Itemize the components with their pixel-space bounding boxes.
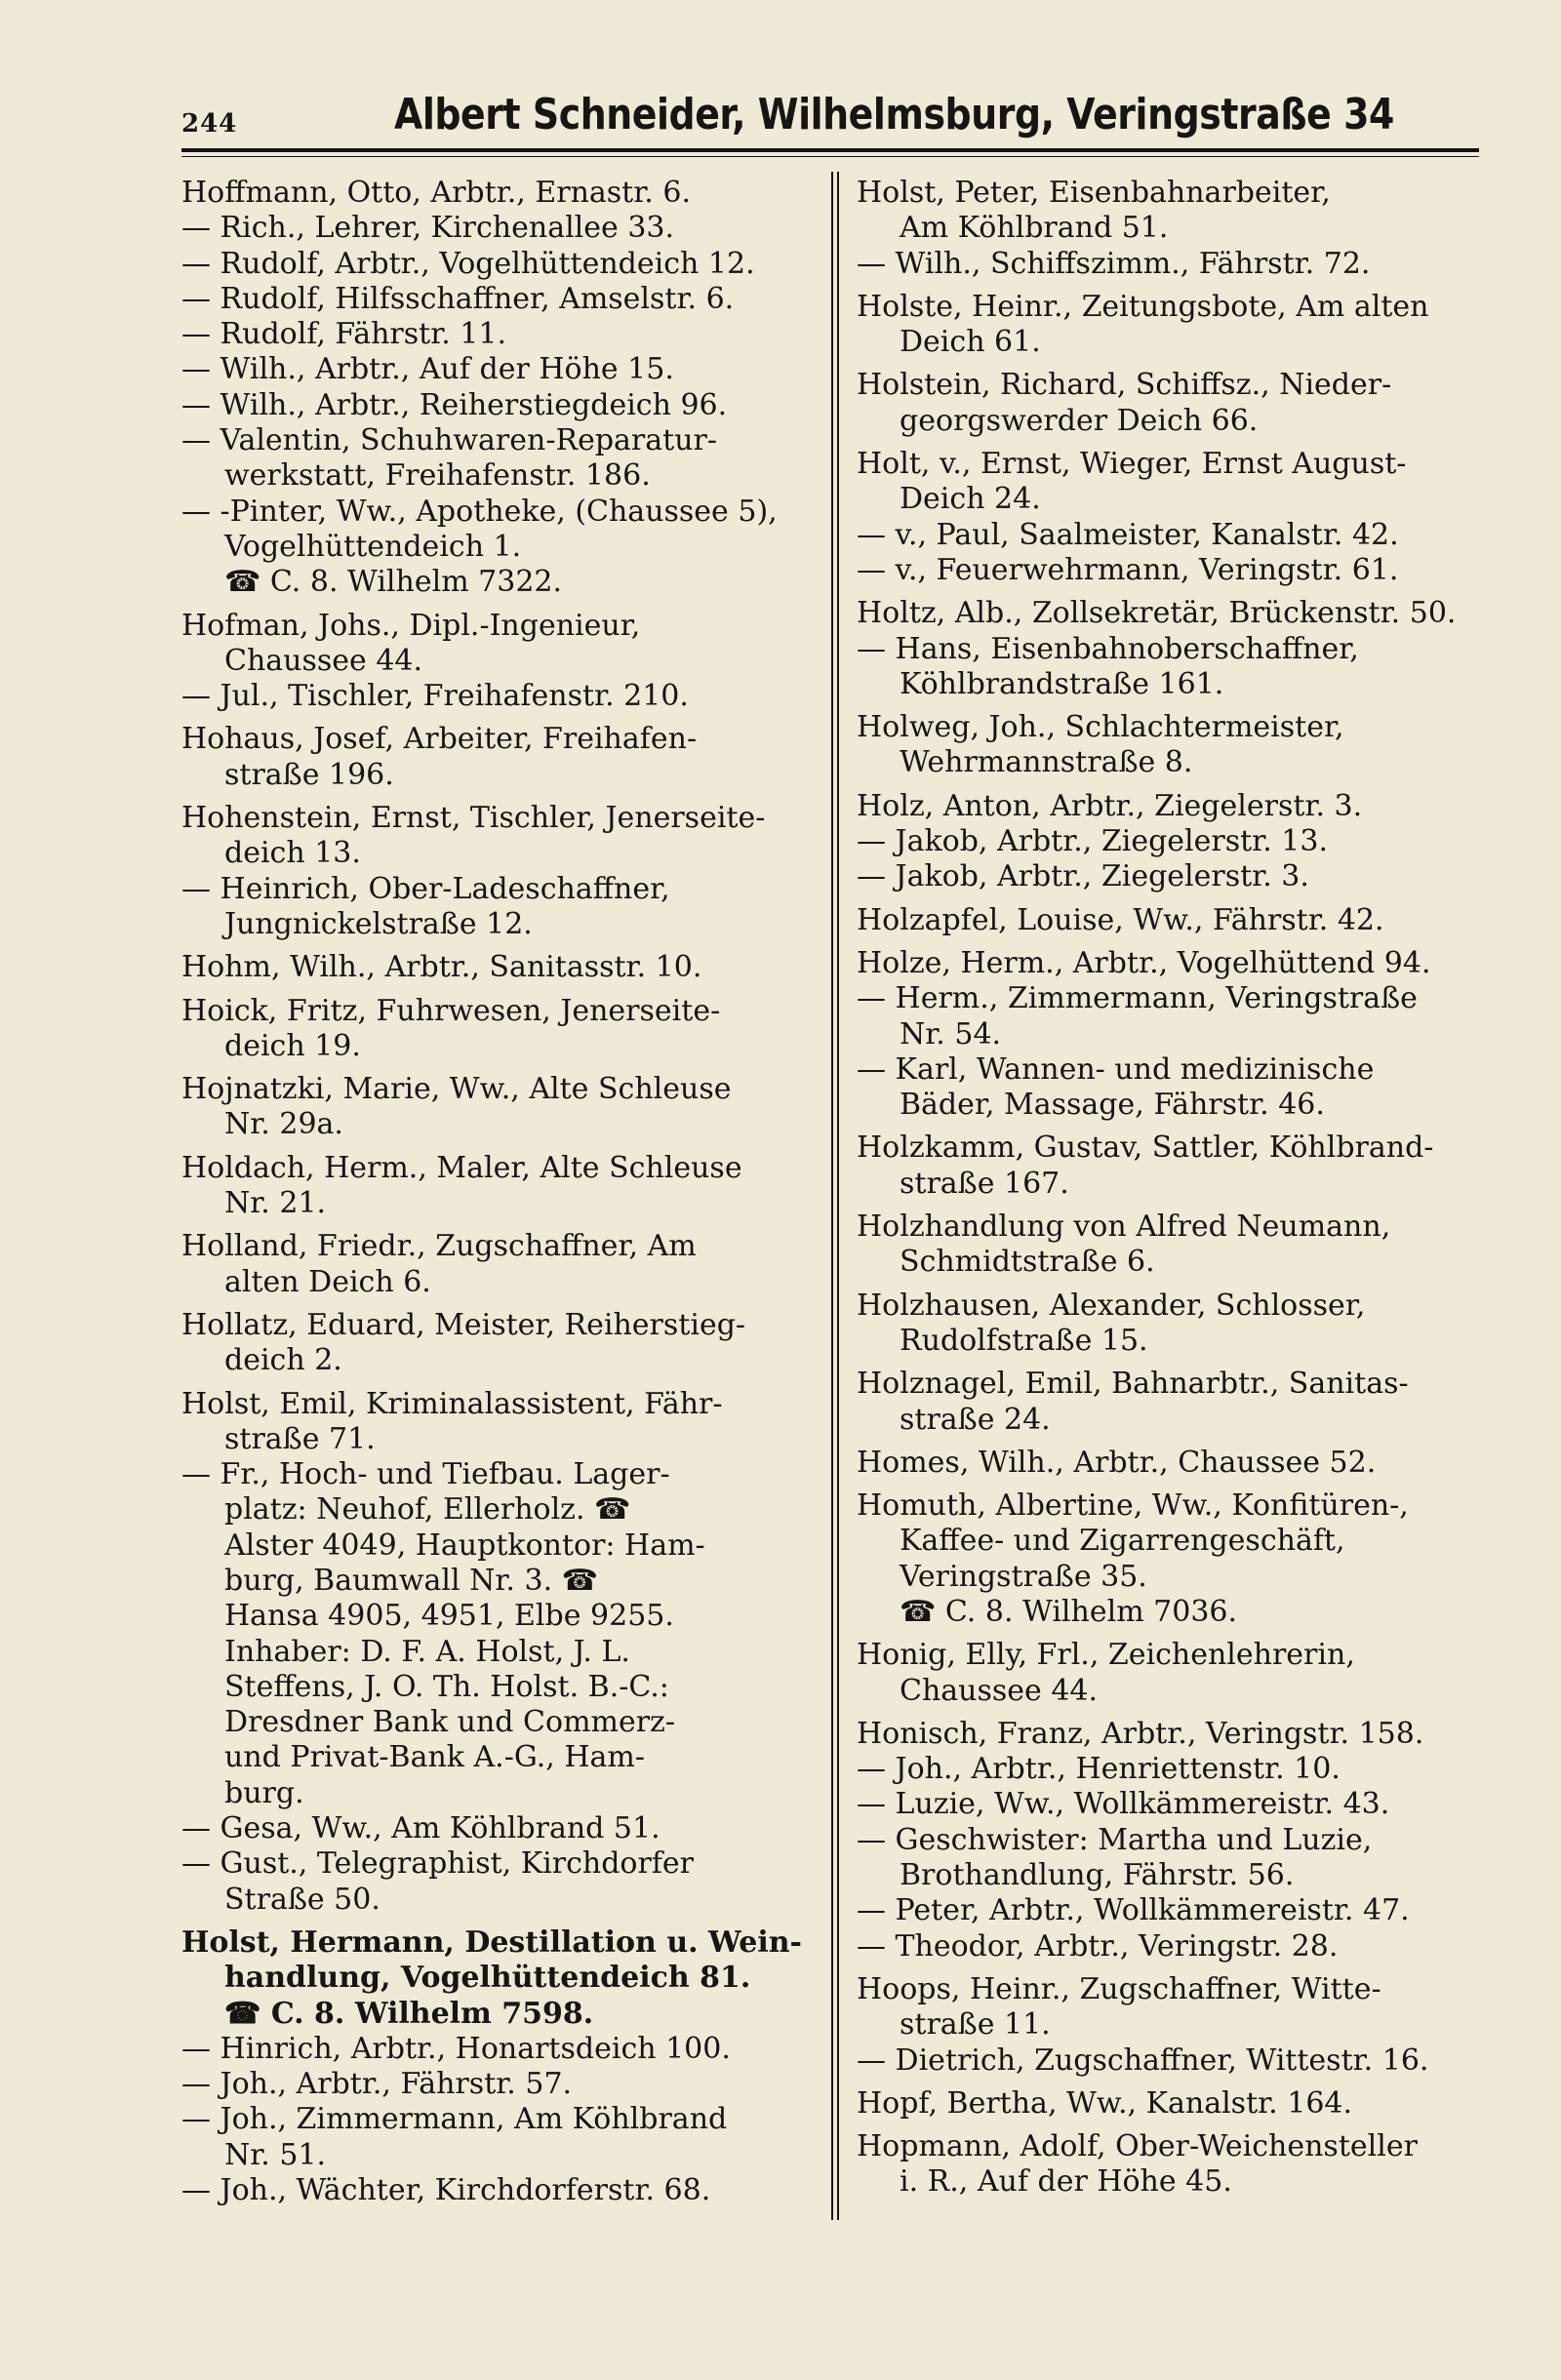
directory-entry: Holst, Hermann, Destillation u. Wein- handlung, Vogelhüttendeich 81. ☎ C. 8. Wilhelm 7598.: [181, 1924, 803, 2031]
directory-entry: — Rudolf, Fährstr. 11.: [181, 317, 507, 352]
right-column: [857, 176, 1495, 2201]
directory-entry: Holweg, Joh., Schlachtermeister, Wehrmannstraße 8.: [857, 710, 1344, 780]
directory-entry: Holzkamm, Gustav, Sattler, Köhlbrand- straße 167.: [857, 1130, 1434, 1201]
directory-entry: Holland, Friedr., Zugschaffner, Am alten Deich 6.: [181, 1229, 697, 1299]
directory-entry: Holzhandlung von Alfred Neumann, Schmidtstraße 6.: [857, 1210, 1391, 1280]
directory-entry: — Fr., Hoch- und Tiefbau. Lager- platz: Neuhof, Ellerholz. ☎ Alster 4049, Hauptkontor: Ham- burg, Baumwall Nr. 3. ☎ Hansa 4905, 4951, Elbe 9255. Inhaber: D. F. A. Holst, J. L. Steffens, J. O. Th. Holst. B.-C.: Dresdner Bank und Commerz- und Privat-Bank A.-G., Ham- burg.: [181, 1457, 705, 1810]
directory-entry: — Jul., Tischler, Freihafenstr. 210.: [181, 679, 689, 714]
directory-entry: Hohaus, Josef, Arbeiter, Freihafen- straße 196.: [181, 722, 698, 792]
directory-entry: — Joh., Arbtr., Fährstr. 57.: [181, 2067, 573, 2102]
directory-entry: Holz, Anton, Arbtr., Ziegelerstr. 3.: [857, 788, 1363, 823]
directory-entry: — -Pinter, Ww., Apotheke, (Chaussee 5), Vogelhüttendeich 1. ☎ C. 8. Wilhelm 7322.: [181, 494, 778, 600]
directory-entry: Holst, Peter, Eisenbahnarbeiter, Am Köhlbrand 51.: [857, 176, 1331, 246]
directory-entry: Hohenstein, Ernst, Tischler, Jenerseite- deich 13.: [181, 801, 766, 871]
directory-entry: — Wilh., Arbtr., Auf der Höhe 15.: [181, 352, 674, 387]
left-column: [181, 176, 823, 2208]
directory-entry: Holt, v., Ernst, Wieger, Ernst August- Deich 24.: [857, 447, 1407, 517]
directory-entry: — Wilh., Arbtr., Reiherstiegdeich 96.: [181, 387, 728, 422]
directory-entry: Holznagel, Emil, Bahnarbtr., Sanitas- straße 24.: [857, 1367, 1409, 1437]
directory-entry: — Dietrich, Zugschaffner, Wittestr. 16.: [857, 2043, 1429, 2078]
directory-entry: Hoffmann, Otto, Arbtr., Ernastr. 6.: [181, 176, 691, 210]
directory-entry: Hoick, Fritz, Fuhrwesen, Jenerseite- deich 19.: [181, 993, 721, 1063]
directory-entry: Holzapfel, Louise, Ww., Fährstr. 42.: [857, 902, 1384, 937]
directory-entry: — Valentin, Schuhwaren-Reparatur- werkstatt, Freihafenstr. 186.: [181, 423, 717, 494]
directory-entry: Homuth, Albertine, Ww., Konfitüren-, Kaffee- und Zigarrengeschäft, Veringstraße 35. ☎ C. 8. Wilhelm 7036.: [857, 1488, 1409, 1629]
directory-entry: Holzhausen, Alexander, Schlosser, Rudolfstraße 15.: [857, 1288, 1366, 1358]
directory-entry: — Wilh., Schiffszimm., Fährstr. 72.: [857, 246, 1371, 281]
directory-entry: Honisch, Franz, Arbtr., Veringstr. 158.: [857, 1716, 1424, 1751]
directory-entry: Hollatz, Eduard, Meister, Reiherstieg- deich 2.: [181, 1307, 746, 1378]
directory-entry: — v., Feuerwehrmann, Veringstr. 61.: [857, 552, 1399, 587]
directory-entry: Hopf, Bertha, Ww., Kanalstr. 164.: [857, 2085, 1353, 2121]
directory-entry: — Rudolf, Arbtr., Vogelhüttendeich 12.: [181, 246, 755, 281]
directory-entry: Holze, Herm., Arbtr., Vogelhüttend 94.: [857, 945, 1431, 980]
directory-entry: Holdach, Herm., Maler, Alte Schleuse Nr. 21.: [181, 1150, 742, 1221]
directory-entry: — Gust., Telegraphist, Kirchdorfer Straße 50.: [181, 1846, 695, 1917]
directory-entry: — Gesa, Ww., Am Köhlbrand 51.: [181, 1811, 660, 1846]
directory-entry: — Joh., Wächter, Kirchdorferstr. 68.: [181, 2173, 711, 2208]
directory-entry: Hohm, Wilh., Arbtr., Sanitasstr. 10.: [181, 950, 702, 985]
directory-entry: Homes, Wilh., Arbtr., Chaussee 52.: [857, 1445, 1377, 1480]
directory-entry: Hojnatzki, Marie, Ww., Alte Schleuse Nr. 29a.: [181, 1072, 732, 1142]
directory-entry: Holste, Heinr., Zeitungsbote, Am alten Deich 61.: [857, 289, 1429, 360]
directory-entry: — Hans, Eisenbahnoberschaffner, Köhlbrandstraße 161.: [857, 631, 1359, 701]
directory-entry: — Karl, Wannen- und medizinische Bäder, Massage, Fährstr. 46.: [857, 1051, 1375, 1123]
column-divider: [831, 172, 833, 2220]
directory-entry: Hofman, Johs., Dipl.-Ingenieur, Chaussee 44.: [181, 608, 641, 678]
directory-entry: Honig, Elly, Frl., Zeichenlehrerin, Chaussee 44.: [857, 1638, 1355, 1708]
directory-entry: Holtz, Alb., Zollsekretär, Brückenstr. 50.: [857, 596, 1457, 631]
directory-entry: — Geschwister: Martha und Luzie, Brothandlung, Fährstr. 56.: [857, 1822, 1373, 1893]
header-rule-thin: [181, 156, 1479, 157]
directory-entry: — Joh., Arbtr., Henriettenstr. 10.: [857, 1752, 1341, 1787]
directory-entry: Holst, Emil, Kriminalassistent, Fähr- straße 71.: [181, 1386, 723, 1456]
directory-entry: — Theodor, Arbtr., Veringstr. 28.: [857, 1928, 1339, 1964]
directory-entry: — Peter, Arbtr., Wollkämmereistr. 47.: [857, 1893, 1410, 1928]
directory-entry: — Rich., Lehrer, Kirchenallee 33.: [181, 211, 675, 246]
running-head: Albert Schneider, Wilhelmsburg, Veringstraße 34: [394, 90, 1394, 139]
directory-entry: — Jakob, Arbtr., Ziegelerstr. 13.: [857, 824, 1329, 859]
column-divider-second: [837, 172, 839, 2220]
directory-entry: — v., Paul, Saalmeister, Kanalstr. 42.: [857, 517, 1399, 552]
directory-entry: — Joh., Zimmermann, Am Köhlbrand Nr. 51.: [181, 2102, 728, 2172]
header-rule: [181, 148, 1479, 152]
directory-entry: — Rudolf, Hilfsschaffner, Amselstr. 6.: [181, 281, 735, 316]
page-number: 244: [181, 109, 238, 139]
directory-entry: — Heinrich, Ober-Ladeschaffner, Jungnickelstraße 12.: [181, 871, 670, 941]
directory-entry: Hoops, Heinr., Zugschaffner, Witte- straße 11.: [857, 1971, 1381, 2043]
directory-entry: — Herm., Zimmermann, Veringstraße Nr. 54.: [857, 981, 1418, 1051]
directory-entry: — Hinrich, Arbtr., Honartsdeich 100.: [181, 2031, 731, 2066]
directory-entry: Holstein, Richard, Schiffsz., Nieder- georgswerder Deich 66.: [857, 368, 1392, 438]
directory-entry: Hopmann, Adolf, Ober-Weichensteller i. R., Auf der Höhe 45.: [857, 2129, 1418, 2200]
directory-entry: — Jakob, Arbtr., Ziegelerstr. 3.: [857, 859, 1309, 894]
directory-entry: — Luzie, Ww., Wollkämmereistr. 43.: [857, 1787, 1390, 1822]
